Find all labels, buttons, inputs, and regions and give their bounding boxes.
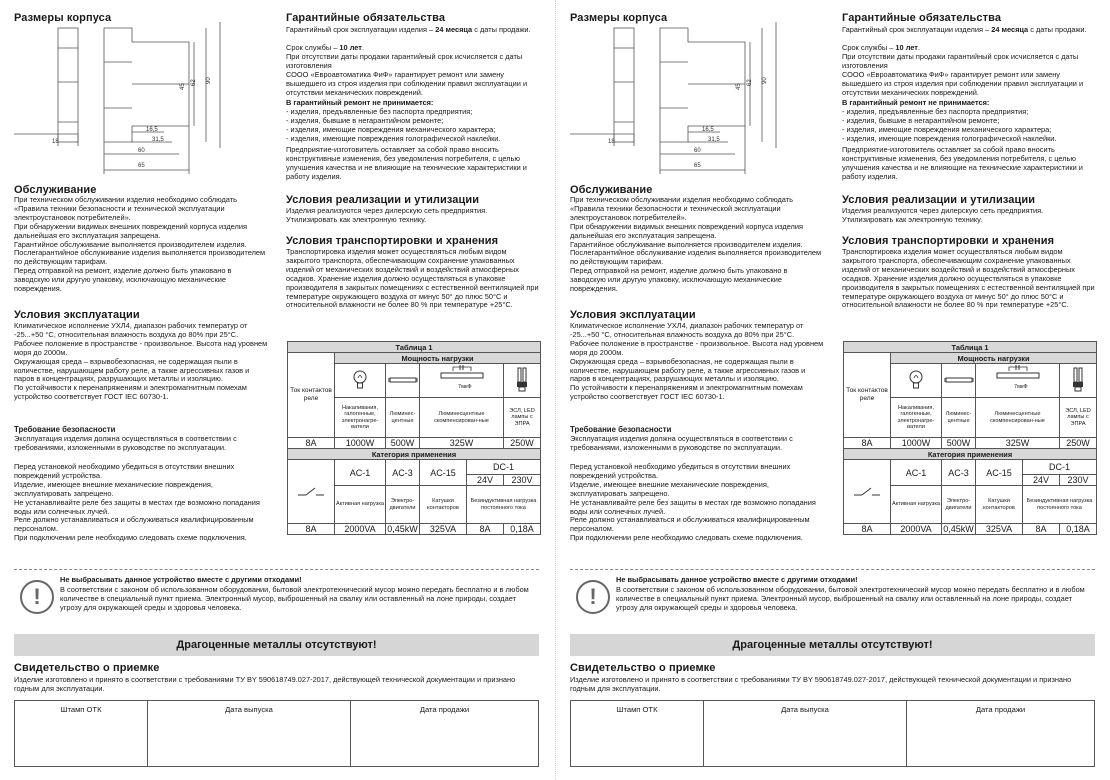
warranty-line-1: Гарантийный срок эксплуатации изделия – 24 месяца с даты продажи. xyxy=(286,25,531,34)
acceptance-text: Изделие изготовлено и принято в соответствии с требованиями ТУ BY 590618749.027-2017, действующей технической документации и признано годным для эксплуатации. xyxy=(14,675,516,693)
warranty-line-1: Гарантийный срок эксплуатации изделия – 24 месяца с даты продажи. xyxy=(842,25,1087,34)
contact-symbol-icon xyxy=(844,460,891,524)
power-compensated: 325W xyxy=(976,438,1060,449)
load-table xyxy=(287,341,541,535)
desc-ac1: Активная нагрузка xyxy=(335,486,386,524)
value-ac3: 0,45kW xyxy=(943,524,974,534)
category-ac3: AC-3 xyxy=(942,460,976,486)
desc-dc1: Безиндуктивная нагрузка постоянного тока xyxy=(1023,486,1097,524)
rating-power: 8A xyxy=(844,438,891,449)
dim-62: 62 xyxy=(191,79,197,86)
value-dc-230: 0,18A xyxy=(504,524,541,535)
operation-text: Климатическое исполнение УХЛ4, диапазон рабочих температур от -25...+50 °С, относительная влажность воздуха до 80% при 25°С. Рабочее положение в пространстве - произвольное. Высота над уровнем моря до 2000м. Окружающая среда – взрывобезопасная, не содержащая пыли в количестве, нарушающем работу реле, а также агрессивных газов и паров в концентрациях, разрушающих металлы и изоляцию. По устойчивости к перенапряжениям и электромагнитным помехам устройство соответствует ГОСТ IEC 60730-1. xyxy=(570,321,824,402)
warranty-line-2: Срок службы – 10 лет. xyxy=(842,43,920,52)
exclamation-icon: ! xyxy=(20,580,54,614)
sale-date-cell[interactable]: Дата продажи xyxy=(351,701,539,767)
disposal-text: В соответствии с законом об использованном оборудовании, бытовой электротехнический мусор можно передать бесплатно и в любом количестве в специальный пункт приема. Электронный мусор, выброшенный на свалку или оставленный на лоне природы, создает угрозу для окружающей среды и здоровья человека. xyxy=(616,585,1085,612)
load-esl-led: ЭСЛ, LED лампы с ЭПРА xyxy=(504,398,541,438)
disposal-warning xyxy=(14,569,539,635)
warranty-line-2: Срок службы – 10 лет. xyxy=(286,43,364,52)
category-ac15: AC-15 xyxy=(420,460,467,486)
relay-current-header: Ток контактов реле xyxy=(288,353,335,438)
dimensions-title: Размеры корпуса xyxy=(14,12,112,24)
load-incandescent: Накаливания, галогенные, электронагре-ватели xyxy=(891,398,942,438)
power-esl-led: 250W xyxy=(1060,438,1097,449)
safety-text-1: Эксплуатация изделия должна осуществляться в соответствии с требованиями, изложенными в руководстве по эксплуатации. xyxy=(570,434,793,452)
warranty-text: При отсутствии даты продажи гарантийный срок исчисляется с даты изготовления СООО «Евроавтоматика ФиФ» гарантирует ремонт или замену вышедшего из строя изделия при соблюдении правил эксплуатации и отсутствии механических повреждений. xyxy=(286,52,528,97)
power-esl-led: 250W xyxy=(504,438,541,449)
load-esl-led: ЭСЛ, LED лампы с ЭПРА xyxy=(1060,398,1097,438)
maintenance-text: При техническом обслуживании изделия необходимо соблюдать «Правила техники безопасности и технической эксплуатации электроустановок потребителей». При обнаружении видимых внешних повреждений корпуса изделия дальнейшая его эксплуатация запрещена. Гарантийное обслуживание выполняется производителем изделия. Послегарантийное обслуживание изделия выполняется производителем по действующим тарифам. Перед отправкой на ремонт, изделие должно быть упаковано в заводскую или другую упаковку, исключающую механические повреждения. xyxy=(570,195,822,294)
dim-60: 60 xyxy=(694,148,701,154)
operation-text: Климатическое исполнение УХЛ4, диапазон рабочих температур от -25...+50 °С, относительная влажность воздуха до 80% при 25°С. Рабочее положение в пространстве - произвольное. Высота над уровнем моря до 2000м. Окружающая среда – взрывобезопасная, не содержащая пыли в количестве, нарушающем работу реле, а также агрессивных газов и паров в концентрациях, разрушающих металлы и изоляцию. По устойчивости к перенапряжениям и электромагнитным помехам устройство соответствует ГОСТ IEC 60730-1. xyxy=(14,321,268,402)
table-title: Таблица 1 xyxy=(844,342,1097,353)
load-power-header: Мощность нагрузки xyxy=(891,353,1097,364)
value-ac15: 325VA xyxy=(976,524,1023,535)
rating-power: 8A xyxy=(288,438,335,449)
value-ac1: 2000VA xyxy=(891,524,942,535)
dim-62: 62 xyxy=(747,79,753,86)
disposal-title: Не выбрасывать данное устройство вместе с другими отходами! xyxy=(60,575,302,584)
dim-60: 60 xyxy=(138,148,145,154)
warranty-text: При отсутствии даты продажи гарантийный срок исчисляется с даты изготовления СООО «Евроавтоматика ФиФ» гарантирует ремонт или замену вышедшего из строя изделия при соблюдении правил эксплуатации и отсутствии механических повреждений. xyxy=(842,52,1084,97)
load-incandescent: Накаливания, галогенные, электронагре-ватели xyxy=(335,398,386,438)
category-dc1: DC-1 xyxy=(467,460,541,475)
dim-45: 45 xyxy=(180,83,186,90)
transport-title: Условия транспортировки и хранения xyxy=(842,235,1055,247)
category-header: Категория применения xyxy=(844,449,1097,460)
disposal-text: В соответствии с законом об использованном оборудовании, бытовой электротехнический мусор можно передать бесплатно и в любом количестве в специальный пункт приема. Электронный мусор, выброшенный на свалку или оставленный на лоне природы, создает угрозу для окружающей среды и здоровья человека. xyxy=(60,585,529,612)
category-ac1: AC-1 xyxy=(335,460,386,486)
incandescent-lamp-icon xyxy=(891,364,942,398)
category-ac1: AC-1 xyxy=(891,460,942,486)
value-ac15: 325VA xyxy=(420,524,467,535)
disposal-warning xyxy=(570,569,1095,635)
safety-text-2: Перед установкой необходимо убедиться в отсутствии внешних повреждений устройства. Изделие, имеющее внешние механические повреждения, эксплуатировать запрещено. Не устанавливайте реле без защиты в местах где возможно попадания воды или солнечных лучей. Реле должно устанавливаться и обслуживаться квалифицированным персоналом. При подключении реле необходимо следовать схеме подключения. xyxy=(14,462,260,543)
incandescent-lamp-icon xyxy=(335,364,386,398)
dimensions-title: Размеры корпуса xyxy=(570,12,668,24)
dim-18: 18 xyxy=(52,139,59,145)
stamp-otk-cell[interactable]: Штамп ОТК xyxy=(571,701,704,767)
capacitor-label: 7мкФ xyxy=(1014,384,1028,390)
desc-ac15: Катушки контакторов xyxy=(976,486,1023,524)
maintenance-title: Обслуживание xyxy=(570,184,653,196)
dc-voltage-230: 230V xyxy=(1060,475,1097,486)
dim-45: 45 xyxy=(736,83,742,90)
power-compensated: 325W xyxy=(420,438,504,449)
compact-lamp-icon xyxy=(504,364,541,398)
power-incandescent: 1000W xyxy=(335,438,386,449)
category-ac15: AC-15 xyxy=(976,460,1023,486)
warranty-tail: Предприятие-изготовитель оставляет за собой право вносить конструктивные изменения, без уведомления потребителя, с целью улучшения качества и не влияющие на технические характеристики и работу изделия. xyxy=(286,145,527,181)
warranty-exclusions: - изделия, предъявленные без паспорта предприятия; - изделия, бывшие в негарантийном ремонте; - изделия, имеющие повреждения механического характера; - изделия, имеющие повреждения голографической наклейки. xyxy=(286,107,501,143)
release-date-cell[interactable]: Дата выпуска xyxy=(704,701,907,767)
value-ac1: 2000VA xyxy=(335,524,386,535)
dc-voltage-24: 24V xyxy=(1023,475,1060,486)
load-compensated: Люминесцентные скомпенсирован-ные xyxy=(420,398,504,438)
dim-18: 18 xyxy=(608,139,615,145)
compensated-fluorescent-icon xyxy=(976,364,1060,398)
operation-title: Условия эксплуатации xyxy=(14,309,140,321)
desc-ac3: Электро-двигатели xyxy=(942,486,976,524)
power-incandescent: 1000W xyxy=(891,438,942,449)
safety-text-2: Перед установкой необходимо убедиться в отсутствии внешних повреждений устройства. Изделие, имеющее внешние механические повреждения, эксплуатировать запрещено. Не устанавливайте реле без защиты в местах где возможно попадания воды или солнечных лучей. Реле должно устанавливаться и обслуживаться квалифицированным персоналом. При подключении реле необходимо следовать схеме подключения. xyxy=(570,462,816,543)
dim-65: 65 xyxy=(694,163,701,169)
passport-page-right xyxy=(555,0,1110,780)
category-dc1: DC-1 xyxy=(1023,460,1097,475)
acceptance-text: Изделие изготовлено и принято в соответствии с требованиями ТУ BY 590618749.027-2017, действующей технической документации и признано годным для эксплуатации. xyxy=(570,675,1072,693)
rating-category: 8A xyxy=(288,524,335,535)
disposal-title: Не выбрасывать данное устройство вместе с другими отходами! xyxy=(616,575,858,584)
contact-symbol-icon xyxy=(288,460,335,524)
category-header: Категория применения xyxy=(288,449,541,460)
warranty-exclusions-title: В гарантийный ремонт не принимается: xyxy=(286,98,434,107)
sale-title: Условия реализации и утилизации xyxy=(842,194,1036,206)
acceptance-table xyxy=(570,700,1095,767)
dim-16-5: 16,5 xyxy=(702,127,714,133)
dim-65: 65 xyxy=(138,163,145,169)
dim-31-5: 31,5 xyxy=(708,137,720,143)
dc-voltage-24: 24V xyxy=(467,475,504,486)
operation-title: Условия эксплуатации xyxy=(570,309,696,321)
exclamation-icon: ! xyxy=(576,580,610,614)
safety-text-1: Эксплуатация изделия должна осуществляться в соответствии с требованиями, изложенными в руководстве по эксплуатации. xyxy=(14,434,237,452)
warranty-title: Гарантийные обязательства xyxy=(286,12,446,24)
sale-title: Условия реализации и утилизации xyxy=(286,194,480,206)
dimensions-drawing xyxy=(570,22,810,182)
rating-category: 8A xyxy=(844,524,891,535)
precious-metals-banner: Драгоценные металлы отсутствуют! xyxy=(14,634,539,656)
sale-text: Изделия реализуются через дилерскую сеть предприятия. Утилизировать как электронную технику. xyxy=(842,206,1044,224)
capacitor-label: 7мкФ xyxy=(458,384,472,390)
load-compensated: Люминесцентные скомпенсирован-ные xyxy=(976,398,1060,438)
fluorescent-tube-icon xyxy=(386,364,420,398)
desc-ac1: Активная нагрузка xyxy=(891,486,942,524)
value-dc-24: 8A xyxy=(1023,524,1060,535)
warranty-exclusions-title: В гарантийный ремонт не принимается: xyxy=(842,98,990,107)
precious-metals-banner: Драгоценные металлы отсутствуют! xyxy=(570,634,1095,656)
safety-title: Требование безопасности xyxy=(14,425,116,434)
warranty-exclusions: - изделия, предъявленные без паспорта предприятия; - изделия, бывшие в негарантийном ремонте; - изделия, имеющие повреждения механического характера; - изделия, имеющие повреждения голографической наклейки. xyxy=(842,107,1057,143)
compact-lamp-icon xyxy=(1060,364,1097,398)
category-ac3: AC-3 xyxy=(386,460,420,486)
load-fluorescent: Люминес-центные xyxy=(386,398,420,438)
desc-ac15: Катушки контакторов xyxy=(420,486,467,524)
transport-text: Транспортировка изделия может осуществляться любым видом закрытого транспорта, обеспечивающим сохранение упакованных изделий от механических воздействий и воздействий атмосферных осадков. Хранение изделия должно осуществляться в упаковке производителя в закрытых помещениях с естественной вентиляцией при температуре окружающего воздуха от минус 50° до плюс 50°С и относительной влажности не более 80 % при температуре +25°С. xyxy=(842,247,1095,310)
dimensions-drawing xyxy=(14,22,254,182)
sale-text: Изделия реализуются через дилерскую сеть предприятия. Утилизировать как электронную технику. xyxy=(286,206,488,224)
power-fluorescent: 500W xyxy=(942,438,976,449)
dim-31-5: 31,5 xyxy=(152,137,164,143)
value-ac3: 0,45kW xyxy=(387,524,418,534)
table-title: Таблица 1 xyxy=(288,342,541,353)
relay-current-header: Ток контактов реле xyxy=(844,353,891,438)
load-fluorescent: Люминес-центные xyxy=(942,398,976,438)
acceptance-title: Свидетельство о приемке xyxy=(14,662,160,674)
desc-dc1: Безиндуктивная нагрузка постоянного тока xyxy=(467,486,541,524)
warranty-tail: Предприятие-изготовитель оставляет за собой право вносить конструктивные изменения, без уведомления потребителя, с целью улучшения качества и не влияющие на технические характеристики и работу изделия. xyxy=(842,145,1083,181)
dim-16-5: 16,5 xyxy=(146,127,158,133)
release-date-cell[interactable]: Дата выпуска xyxy=(148,701,351,767)
acceptance-title: Свидетельство о приемке xyxy=(570,662,716,674)
desc-ac3: Электро-двигатели xyxy=(386,486,420,524)
stamp-otk-cell[interactable]: Штамп ОТК xyxy=(15,701,148,767)
fluorescent-tube-icon xyxy=(942,364,976,398)
sale-date-cell[interactable]: Дата продажи xyxy=(907,701,1095,767)
maintenance-text: При техническом обслуживании изделия необходимо соблюдать «Правила техники безопасности и технической эксплуатации электроустановок потребителей». При обнаружении видимых внешних повреждений корпуса изделия дальнейшая его эксплуатация запрещена. Гарантийное обслуживание выполняется производителем изделия. Послегарантийное обслуживание изделия выполняется производителем по действующим тарифам. Перед отправкой на ремонт, изделие должно быть упаковано в заводскую или другую упаковку, исключающую механические повреждения. xyxy=(14,195,266,294)
value-dc-24: 8A xyxy=(467,524,504,535)
load-table xyxy=(843,341,1097,535)
load-power-header: Мощность нагрузки xyxy=(335,353,541,364)
warranty-title: Гарантийные обязательства xyxy=(842,12,1002,24)
acceptance-table xyxy=(14,700,539,767)
dc-voltage-230: 230V xyxy=(504,475,541,486)
value-dc-230: 0,18A xyxy=(1060,524,1097,535)
maintenance-title: Обслуживание xyxy=(14,184,97,196)
dim-90: 90 xyxy=(206,77,212,84)
compensated-fluorescent-icon xyxy=(420,364,504,398)
transport-text: Транспортировка изделия может осуществляться любым видом закрытого транспорта, обеспечивающим сохранение упакованных изделий от механических воздействий и воздействий атмосферных осадков. Хранение изделия должно осуществляться в упаковке производителя в закрытых помещениях с естественной вентиляцией при температуре окружающего воздуха от минус 50° до плюс 50°С и относительной влажности не более 80 % при температуре +25°С. xyxy=(286,247,539,310)
dim-90: 90 xyxy=(762,77,768,84)
safety-title: Требование безопасности xyxy=(570,425,672,434)
transport-title: Условия транспортировки и хранения xyxy=(286,235,499,247)
power-fluorescent: 500W xyxy=(386,438,420,449)
